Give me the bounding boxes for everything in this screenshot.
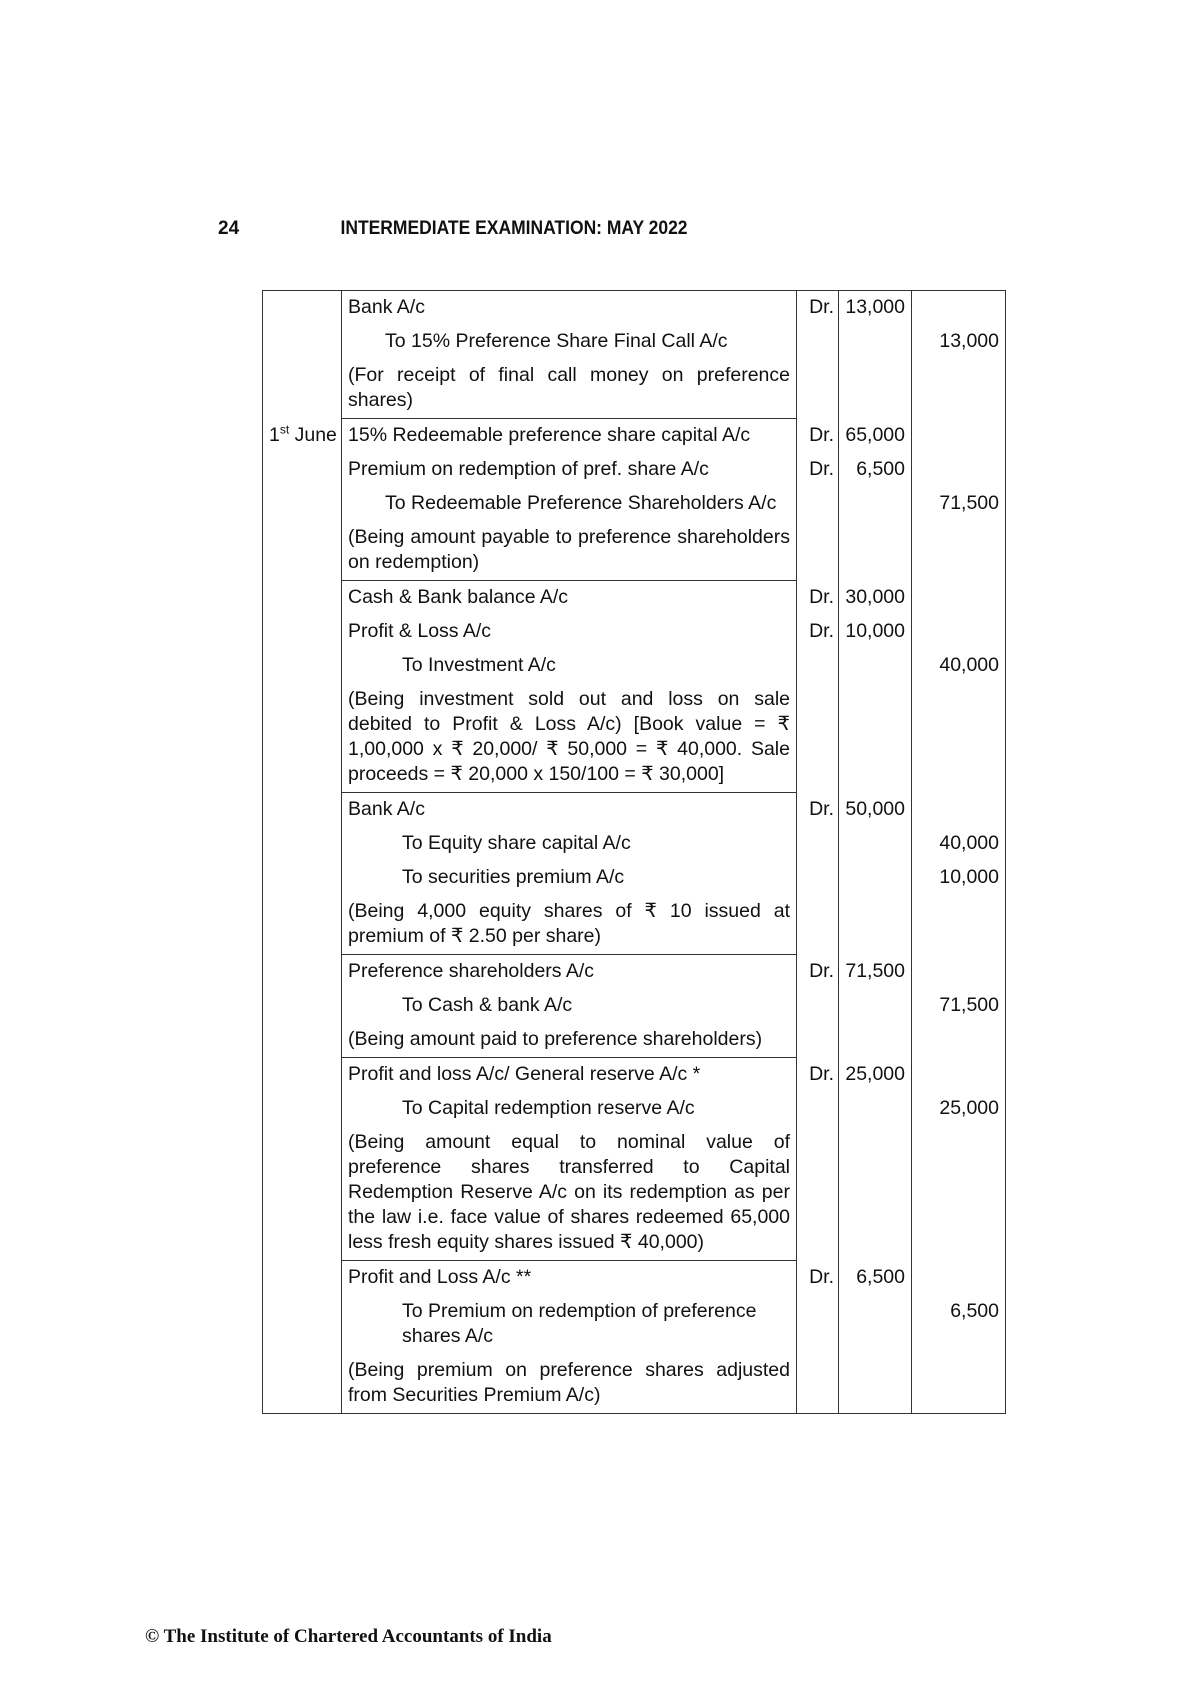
credit-amount [912, 615, 1005, 624]
debit-cell [839, 683, 912, 793]
particulars-cell [342, 291, 797, 326]
journal-line-row [263, 581, 1006, 616]
debit-account-name: Profit and loss A/c/ General reserve A/c * [348, 1063, 701, 1085]
credit-account-name: To Redeemable Preference Shareholders A/c [385, 492, 777, 514]
dr-cell [797, 683, 839, 793]
particulars-cell [342, 419, 797, 454]
particulars-cell [342, 827, 797, 861]
dr-cell [797, 861, 839, 895]
narration-text: (Being investment sold out and loss on sale debited to Profit & Loss A/c) [Book value = ₹ 1,00,000 x ₹ 20,000/ ₹ 50,000 = ₹ 40,000. Sale proceeds = ₹ 20,000 x 150/100 = ₹ 30,000] [348, 688, 790, 785]
dr-cell [797, 419, 839, 454]
debit-cell [839, 955, 912, 990]
entry-date: 1st June [269, 422, 337, 446]
debit-account-name: Bank A/c [348, 296, 425, 318]
debit-amount [839, 989, 911, 998]
credit-cell [912, 291, 1006, 326]
narration-row [263, 359, 1006, 419]
debit-cell [839, 895, 912, 955]
credit-cell [912, 487, 1006, 521]
date-cell [263, 793, 342, 828]
particulars-cell [342, 1261, 797, 1296]
debit-cell [839, 325, 912, 359]
debit-amount: 6,500 [856, 458, 905, 480]
journal-line-row [263, 487, 1006, 521]
debit-cell [839, 827, 912, 861]
particulars-cell [342, 649, 797, 683]
debit-cell [839, 793, 912, 828]
dr-marker: Dr. [809, 1062, 834, 1085]
dr-marker: Dr. [809, 423, 834, 446]
credit-cell [912, 1126, 1006, 1261]
date-cell [263, 1023, 342, 1058]
journal-line-row [263, 955, 1006, 990]
particulars-cell [342, 325, 797, 359]
credit-account-name: To 15% Preference Share Final Call A/c [385, 330, 728, 352]
particulars-cell [342, 521, 797, 581]
particulars-cell [342, 793, 797, 828]
particulars-cell [342, 955, 797, 990]
debit-amount [839, 649, 911, 658]
date-cell [263, 453, 342, 487]
particulars-cell [342, 453, 797, 487]
debit-cell [839, 615, 912, 649]
particulars-cell [342, 615, 797, 649]
particulars-cell [342, 1023, 797, 1058]
credit-amount [912, 1058, 1005, 1067]
credit-cell [912, 827, 1006, 861]
date-cell [263, 325, 342, 359]
debit-cell [839, 1092, 912, 1126]
credit-cell [912, 1354, 1006, 1414]
credit-amount: 13,000 [939, 330, 999, 352]
date-cell [263, 1354, 342, 1414]
particulars-cell [342, 895, 797, 955]
dr-marker: Dr. [809, 959, 834, 982]
particulars-cell [342, 989, 797, 1023]
debit-amount: 6,500 [856, 1265, 905, 1288]
journal-line-row [263, 827, 1006, 861]
dr-marker [797, 1295, 838, 1304]
debit-amount [839, 487, 911, 496]
debit-cell [839, 291, 912, 326]
credit-cell [912, 1023, 1006, 1058]
debit-cell [839, 1126, 912, 1261]
dr-cell [797, 989, 839, 1023]
date-cell [263, 895, 342, 955]
date-cell [263, 581, 342, 616]
credit-amount: 6,500 [950, 1300, 999, 1322]
credit-amount: 40,000 [939, 832, 999, 854]
credit-cell [912, 649, 1006, 683]
page-header [218, 218, 810, 248]
dr-cell [797, 359, 839, 419]
particulars-cell [342, 359, 797, 419]
narration-text: (For receipt of final call money on preference shares) [348, 364, 790, 411]
narration-text: (Being 4,000 equity shares of ₹ 10 issued at premium of ₹ 2.50 per share) [348, 900, 790, 947]
journal-body [263, 291, 1006, 1414]
credit-cell [912, 581, 1006, 616]
journal-line-row [263, 1261, 1006, 1296]
debit-account-name: Profit & Loss A/c [348, 620, 492, 642]
narration-row [263, 895, 1006, 955]
credit-cell [912, 793, 1006, 828]
narration-row [263, 1023, 1006, 1058]
date-cell [263, 615, 342, 649]
date-cell [263, 521, 342, 581]
credit-amount [912, 955, 1005, 964]
credit-amount [912, 793, 1005, 802]
debit-account-name: Preference shareholders A/c [348, 960, 595, 982]
dr-cell [797, 291, 839, 326]
dr-cell [797, 1126, 839, 1261]
particulars-cell [342, 1092, 797, 1126]
debit-cell [839, 1261, 912, 1296]
credit-amount [912, 453, 1005, 462]
particulars-cell [342, 1295, 797, 1354]
debit-cell [839, 419, 912, 454]
narration-row [263, 683, 1006, 793]
journal-line-row [263, 325, 1006, 359]
journal-entries-table [262, 290, 1006, 1414]
narration-row [263, 1354, 1006, 1414]
particulars-cell [342, 1354, 797, 1414]
debit-account-name: Premium on redemption of pref. share A/c [348, 458, 709, 480]
narration-text: (Being amount paid to preference shareholders) [348, 1028, 763, 1050]
journal-line-row [263, 291, 1006, 326]
particulars-cell [342, 683, 797, 793]
credit-cell [912, 521, 1006, 581]
debit-cell [839, 1023, 912, 1058]
debit-cell [839, 649, 912, 683]
date-cell [263, 1058, 342, 1093]
credit-account-name: To Equity share capital A/c [402, 832, 631, 854]
debit-amount: 30,000 [845, 585, 905, 608]
credit-cell [912, 989, 1006, 1023]
narration-row [263, 521, 1006, 581]
debit-cell [839, 1058, 912, 1093]
dr-marker [797, 325, 838, 334]
narration-row [263, 1126, 1006, 1261]
date-cell [263, 1126, 342, 1261]
journal-line-row [263, 649, 1006, 683]
debit-cell [839, 521, 912, 581]
credit-amount: 71,500 [939, 994, 999, 1016]
credit-cell [912, 895, 1006, 955]
debit-cell [839, 1295, 912, 1354]
narration-text: (Being amount payable to preference shareholders on redemption) [348, 526, 790, 573]
date-cell [263, 1261, 342, 1296]
credit-cell [912, 1295, 1006, 1354]
dr-cell [797, 649, 839, 683]
credit-cell [912, 359, 1006, 419]
particulars-cell [342, 1058, 797, 1093]
journal-line-row [263, 1092, 1006, 1126]
debit-cell [839, 581, 912, 616]
credit-amount: 71,500 [939, 492, 999, 514]
dr-cell [797, 487, 839, 521]
credit-amount: 40,000 [939, 654, 999, 676]
credit-cell [912, 1092, 1006, 1126]
narration-text: (Being premium on preference shares adjusted from Securities Premium A/c) [348, 1359, 790, 1406]
debit-account-name: Cash & Bank balance A/c [348, 586, 569, 608]
dr-cell [797, 827, 839, 861]
date-cell [263, 487, 342, 521]
credit-cell [912, 683, 1006, 793]
dr-cell [797, 325, 839, 359]
debit-amount: 25,000 [845, 1062, 905, 1085]
dr-marker [797, 487, 838, 496]
dr-cell [797, 615, 839, 649]
credit-cell [912, 1058, 1006, 1093]
dr-marker: Dr. [809, 1265, 834, 1288]
date-cell [263, 827, 342, 861]
credit-account-name: To Cash & bank A/c [402, 994, 573, 1016]
journal-line-row [263, 793, 1006, 828]
debit-amount: 50,000 [845, 797, 905, 820]
dr-marker [797, 989, 838, 998]
dr-marker [797, 861, 838, 870]
particulars-cell [342, 487, 797, 521]
debit-amount: 71,500 [845, 959, 905, 982]
credit-amount: 10,000 [939, 866, 999, 888]
credit-amount [912, 291, 1005, 300]
credit-account-name: To Premium on redemption of preference shares A/c [402, 1300, 757, 1347]
dr-cell [797, 581, 839, 616]
date-cell [263, 291, 342, 326]
dr-cell [797, 1261, 839, 1296]
credit-amount [912, 1261, 1005, 1270]
journal-line-row [263, 615, 1006, 649]
date-cell [263, 861, 342, 895]
date-cell [263, 989, 342, 1023]
debit-cell [839, 989, 912, 1023]
credit-cell [912, 325, 1006, 359]
dr-cell [797, 955, 839, 990]
dr-marker [797, 649, 838, 658]
debit-account-name: 15% Redeemable preference share capital A/c [348, 424, 751, 446]
dr-marker: Dr. [809, 620, 834, 642]
particulars-cell [342, 1126, 797, 1261]
credit-account-name: To securities premium A/c [402, 866, 625, 888]
debit-cell [839, 453, 912, 487]
date-cell [263, 419, 342, 454]
dr-cell [797, 1354, 839, 1414]
date-cell [263, 683, 342, 793]
dr-cell [797, 1295, 839, 1354]
debit-amount [839, 861, 911, 870]
debit-cell [839, 359, 912, 419]
credit-cell [912, 419, 1006, 454]
dr-cell [797, 895, 839, 955]
journal-line-row [263, 861, 1006, 895]
dr-cell [797, 1092, 839, 1126]
journal-line-row [263, 989, 1006, 1023]
credit-amount [912, 419, 1005, 428]
narration-text: (Being amount equal to nominal value of preference shares transferred to Capital Redemption Reserve A/c on its redemption as per the law i.e. face value of shares redeemed 65,000 less fresh equity shares issued ₹ 40,000) [348, 1131, 790, 1253]
credit-amount [912, 581, 1005, 590]
credit-cell [912, 453, 1006, 487]
credit-account-name: To Capital redemption reserve A/c [402, 1097, 695, 1119]
debit-amount [839, 827, 911, 836]
debit-amount: 10,000 [845, 620, 905, 642]
journal-line-row [263, 419, 1006, 454]
journal-line-row [263, 1058, 1006, 1093]
debit-amount: 13,000 [845, 296, 905, 318]
debit-account-name: Bank A/c [348, 798, 425, 820]
debit-amount [839, 325, 911, 334]
credit-cell [912, 861, 1006, 895]
dr-marker [797, 1092, 838, 1101]
page-number: 24 [218, 218, 240, 239]
credit-cell [912, 955, 1006, 990]
dr-cell [797, 521, 839, 581]
date-cell [263, 649, 342, 683]
dr-marker: Dr. [809, 797, 834, 820]
dr-marker: Dr. [809, 296, 834, 318]
debit-account-name: Profit and Loss A/c ** [348, 1266, 532, 1288]
footer-copyright: © The Institute of Chartered Accountants of India [145, 1626, 552, 1647]
debit-amount: 65,000 [845, 423, 905, 446]
journal-line-row [263, 1295, 1006, 1354]
page-title: INTERMEDIATE EXAMINATION: MAY 2022 [340, 218, 688, 239]
journal-line-row [263, 453, 1006, 487]
date-cell [263, 955, 342, 990]
particulars-cell [342, 581, 797, 616]
dr-cell [797, 793, 839, 828]
debit-amount [839, 1092, 911, 1101]
debit-cell [839, 861, 912, 895]
debit-cell [839, 487, 912, 521]
dr-cell [797, 1023, 839, 1058]
dr-marker [797, 827, 838, 836]
dr-cell [797, 1058, 839, 1093]
dr-marker: Dr. [809, 458, 834, 480]
particulars-cell [342, 861, 797, 895]
debit-cell [839, 1354, 912, 1414]
date-cell [263, 1092, 342, 1126]
credit-account-name: To Investment A/c [402, 654, 556, 676]
date-cell [263, 1295, 342, 1354]
date-cell [263, 359, 342, 419]
credit-cell [912, 1261, 1006, 1296]
debit-amount [839, 1295, 911, 1304]
dr-marker: Dr. [809, 585, 834, 608]
credit-amount: 25,000 [939, 1097, 999, 1119]
credit-cell [912, 615, 1006, 649]
dr-cell [797, 453, 839, 487]
